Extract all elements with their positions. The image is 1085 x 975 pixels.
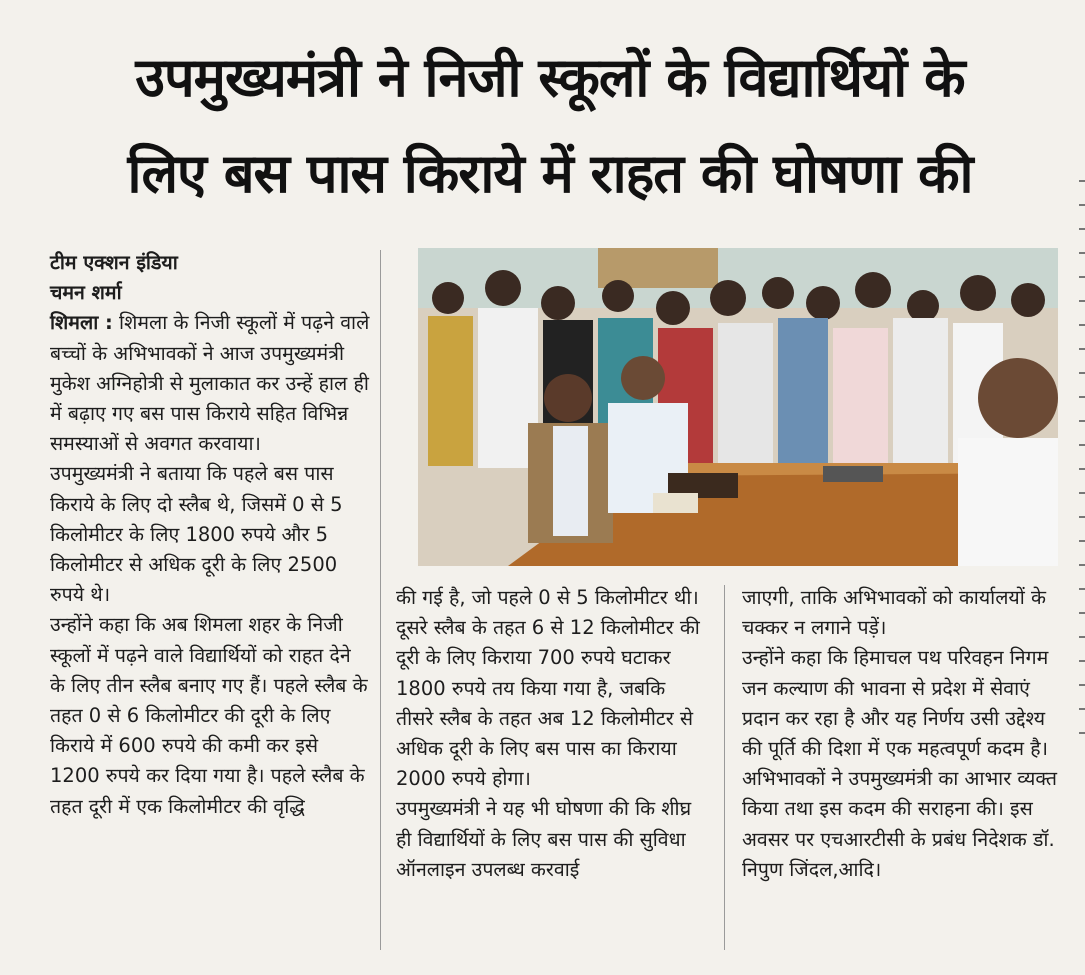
- column-divider: [380, 250, 381, 950]
- meeting-photo-illustration: [418, 248, 1058, 566]
- article-column-2: [396, 583, 708, 885]
- article-paragraph: उन्होंने कहा कि हिमाचल पथ परिवहन निगम जन कल्याण की भावना से प्रदेश में सेवाएं प्रदान कर रहा है और यह निर्णय उसी उद्देश्य की पूर्ति की दिशा में एक महत्वपूर्ण कदम है। अभिभावकों ने उपमुख्यमंत्री का आभार व्यक्त किया तथा इस कदम की सराहना की। इस अवसर पर एचआरटीसी के प्रबंध निदेशक डॉ. निपुण जिंदल,आदि।: [742, 646, 1057, 881]
- article-paragraph: [50, 308, 370, 459]
- article-paragraph: जाएगी, ताकि अभिभावकों को कार्यालयों के चक्कर न लगाने पड़ें।: [742, 586, 1046, 640]
- byline-reporter: चमन शर्मा: [50, 281, 122, 305]
- news-photo: [418, 248, 1058, 566]
- article-column-1: [50, 248, 370, 822]
- article-text: शिमला के निजी स्कूलों में पढ़ने वाले बच्चों के अभिभावकों ने आज उपमुख्यमंत्री मुकेश अग्निहोत्री से मुलाकात कर उन्हें हाल ही में बढ़ाए गए बस पास किराये सहित विभिन्न समस्याओं से अवगत करवाया।: [50, 311, 370, 456]
- column-divider: [724, 585, 725, 950]
- headline-line-2: लिए बस पास किराये में राहत की घोषणा की: [127, 142, 973, 205]
- page-edge-marks: [1079, 180, 1085, 940]
- article-paragraph: उन्होंने कहा कि अब शिमला शहर के निजी स्कूलों में पढ़ने वाले विद्यार्थियों को राहत देने के लिए तीन स्लैब बनाए गए हैं। पहले स्लैब के तहत 0 से 6 किलोमीटर की दूरी के लिए किराये में 600 रुपये की कमी कर इसे 1200 रुपये कर दिया गया है। पहले स्लैब के तहत दूरी में एक किलोमीटर की वृद्धि: [50, 613, 368, 818]
- headline-line-1: उपमुख्यमंत्री ने निजी स्कूलों के विद्यार्थियों के: [135, 46, 965, 109]
- dateline: शिमला :: [50, 311, 113, 335]
- headline: [40, 30, 1060, 222]
- article-paragraph: उपमुख्यमंत्री ने बताया कि पहले बस पास किराये के लिए दो स्लैब थे, जिसमें 0 से 5 किलोमीटर के लिए 1800 रुपये और 5 किलोमीटर से अधिक दूरी के लिए 2500 रुपये थे।: [50, 462, 343, 607]
- article-paragraph: की गई है, जो पहले 0 से 5 किलोमीटर थी। दूसरे स्लैब के तहत 6 से 12 किलोमीटर की दूरी के लिए किराया 700 रुपये घटाकर 1800 रुपये तय किया गया है, जबकि तीसरे स्लैब के तहत अब 12 किलोमीटर से अधिक दूरी के लिए बस पास का किराया 2000 रुपये होगा।: [396, 586, 700, 791]
- article-paragraph: उपमुख्यमंत्री ने यह भी घोषणा की कि शीघ्र ही विद्यार्थियों के लिए बस पास की सुविधा ऑनलाइन उपलब्ध करवाई: [396, 797, 692, 881]
- byline-agency: टीम एक्शन इंडिया: [50, 251, 178, 274]
- article-column-3: [742, 583, 1062, 885]
